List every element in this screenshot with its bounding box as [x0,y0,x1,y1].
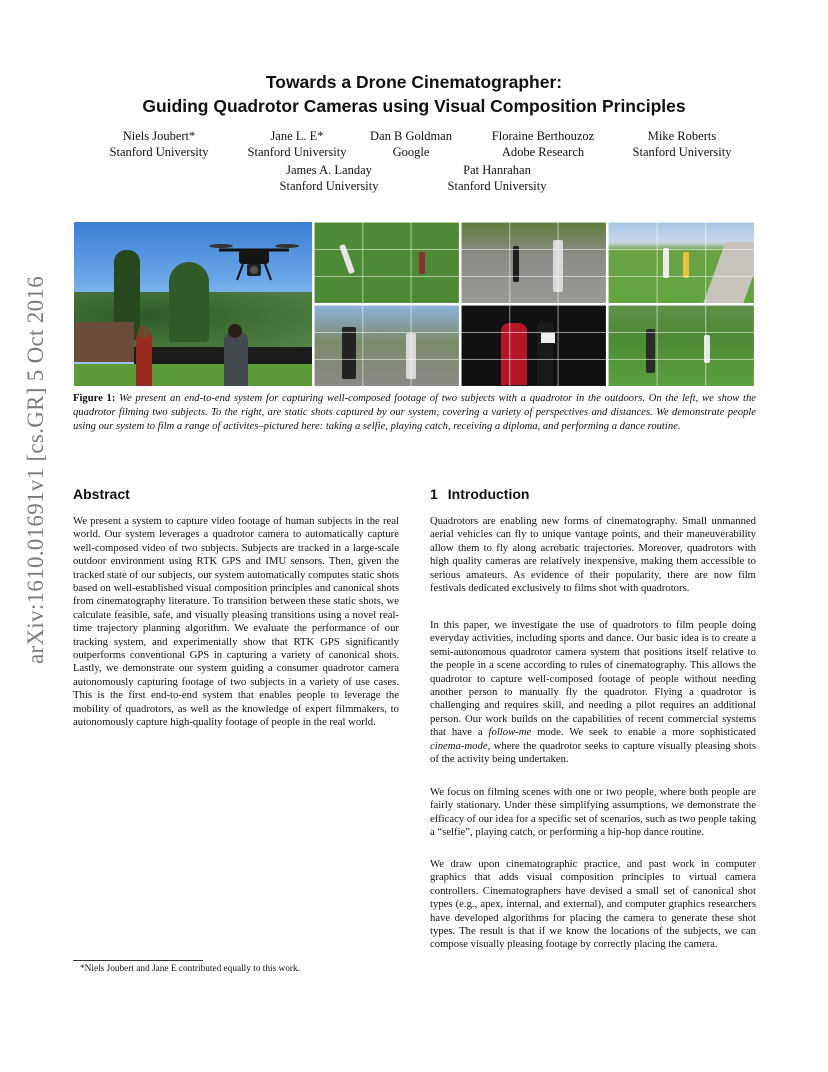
quadrotor-drone [209,236,299,286]
photo-field-playing-catch [607,221,755,304]
person [537,321,553,385]
author-block [620,128,744,160]
person [513,246,519,282]
intro-paragraph-3: We focus on filming scenes with one or two people, where both people are fairly stationary. Under these simplifying assumptions, we demonstrate the efficacy of our idea for a specific set of scenarios, such as two people taking a “selfie”, playing catch, or performing a hip-hop dance routine. [430,786,756,839]
person-right-head [228,324,242,338]
author-block [478,128,608,160]
introduction-heading [430,486,529,502]
cinema-mode-term: cinema-mode [430,739,488,752]
figure-caption-text: We present an end-to-end system for capturing well-composed footage of two subjects with a quadrotor in the outdoors. On the left, we show the quadrotor filming two subjects. To the right, are static shots captured by our system, covering a variety of perspectives and distances. We demonstrate people using our system to film a range of activites–pictured here: taking a selfie, playing catch, receiving a diploma, and performing a dance routine. [73,393,756,432]
author-name: Niels Joubert* [122,129,196,143]
diploma [541,333,555,343]
person [663,248,669,278]
text-span: In this paper, we investigate the use of quadrotors to film people doing everyday activities, including sports and dance. Our basic idea is to create a semi-autonomous quadrotor camera system that positions itself relative to the people in a scene according to rules of cinematography. This allows the quadrotor to capture well-composed footage of people without needing another person to manually fly the quadrotor. Flying a quadrotor is challenging and requires skill, and needing a pilot requires an additional person. Our work builds on the capabilities of recent commercial systems that have a [430,619,756,739]
person [646,329,655,373]
person-left-head [138,326,150,338]
author-block [432,162,562,194]
author-name: Dan B Goldman [370,129,452,143]
intro-paragraph-4: We draw upon cinematographic practice, and past work in computer graphics that adds visual composition principles to virtual camera controllers. Cinematographers have devised a small set of canonical shot types (e.g., apex, internal, and external), and computer graphics researchers have developed algorithms for placing the camera to generate these shot types. The result is that if we know the locations of the subjects, we can compose visually pleasing footage by correctly placing the camera. [430,858,756,951]
person [419,252,425,274]
person [683,252,689,278]
abstract-heading: Abstract [73,486,130,502]
author-name: James A. Landay [286,163,372,177]
intro-paragraph-2 [430,619,756,766]
composition-grid [314,222,459,303]
figure-1-collage [73,221,755,387]
author-affiliation: Stanford University [247,145,347,159]
person [406,333,416,379]
author-block [222,128,372,160]
abstract-text: We present a system to capture video footage of human subjects in the real world. Our system leverages a quadrotor camera to automatically capture well-composed video of two subjects. Subjects are tracked in a large-scale outdoor environment using RTK GPS and IMU sensors. Then, given the tracked state of our subjects, our system automatically computes static shots based on well-established visual composition principles and canonical shots from cinematography literature. To transition between these static shots, we calculate feasible, safe, and visually pleasing transitions using a novel real-time trajectory planning algorithm. We evaluate the performance of our tracking system, and experimentally show that RTK GPS significantly outperforms conventional GPS in capturing a variety of canonical shots. Lastly, we demonstrate our system guiding a consumer quadrotor camera autonomously capturing footage of two subjects in a variety of use cases. This is the first end-to-end system that enables people to leverage the mobility of quadrotors, as well as the knowledge of expert filmmakers, to autonomously capture high-quality footage of people in the real world. [73,515,399,729]
author-name: Floraine Berthouzoz [491,129,595,143]
section-number: 1 [430,486,438,502]
composition-grid [314,305,459,386]
photo-parking-lot [460,221,607,304]
text-span: mode. We seek to enable a more sophisticated [531,726,756,739]
paper-title [0,70,828,118]
footnote: *Niels Joubert and Jane E contributed equally to this work. [80,964,300,974]
photo-drone-filming [73,221,313,387]
author-block [84,128,234,160]
path [703,242,755,304]
author-affiliation: Adobe Research [501,145,585,159]
person-gown [501,323,527,385]
author-affiliation: Stanford University [632,145,732,159]
photo-near-building [313,304,460,387]
person [339,244,355,274]
paper-title-line-2: Guiding Quadrotor Cameras using Visual Composition Principles [142,96,686,116]
grass [74,364,312,386]
person [553,240,563,292]
paper-title-line-1: Towards a Drone Cinematographer: [265,72,563,92]
composition-grid [461,222,606,303]
author-affiliation: Stanford University [279,179,379,193]
author-name: Mike Roberts [647,129,717,143]
arxiv-stamp [16,276,56,664]
author-block [264,162,394,194]
section-title: Introduction [447,486,530,502]
follow-me-term: follow-me [488,726,532,739]
arxiv-stamp-text: arXiv:1610.01691v1 [cs.GR] 5 Oct 2016 [23,276,48,664]
photo-top-down-grass [313,221,460,304]
intro-paragraph-1: Quadrotors are enabling new forms of cinematography. Small unmanned aerial vehicles can fly to unique vantage points, and their maneuverability allow them to fly along acrobatic trajectories. Moreover, quadrotors with high quality cameras are relatively inexpensive, making them accessible to serious amateurs. As evidence of their popularity, there are now film festivals dedicated exclusively to films shot with quadrotors. [430,515,756,595]
building [74,322,134,362]
author-name: Pat Hanrahan [463,163,531,177]
person [704,335,710,363]
footnote-rule [73,960,203,961]
text-span: , where the quadrotor seeks to capture visually pleasing shots of the activity being undertaken. [430,739,756,766]
author-block [352,128,470,160]
photo-diploma-ceremony [460,304,607,387]
tree-middle [169,262,209,342]
person-right [224,332,248,387]
composition-grid [608,305,754,386]
person [342,327,356,379]
composition-grid [461,305,606,386]
author-affiliation: Stanford University [447,179,547,193]
author-affiliation: Google [392,145,430,159]
figure-label: Figure 1: [73,393,116,404]
figure-1-caption [73,392,756,433]
person-left [136,332,152,387]
author-name: Jane L. E* [270,129,324,143]
author-affiliation: Stanford University [109,145,209,159]
photo-dance-routine [607,304,755,387]
